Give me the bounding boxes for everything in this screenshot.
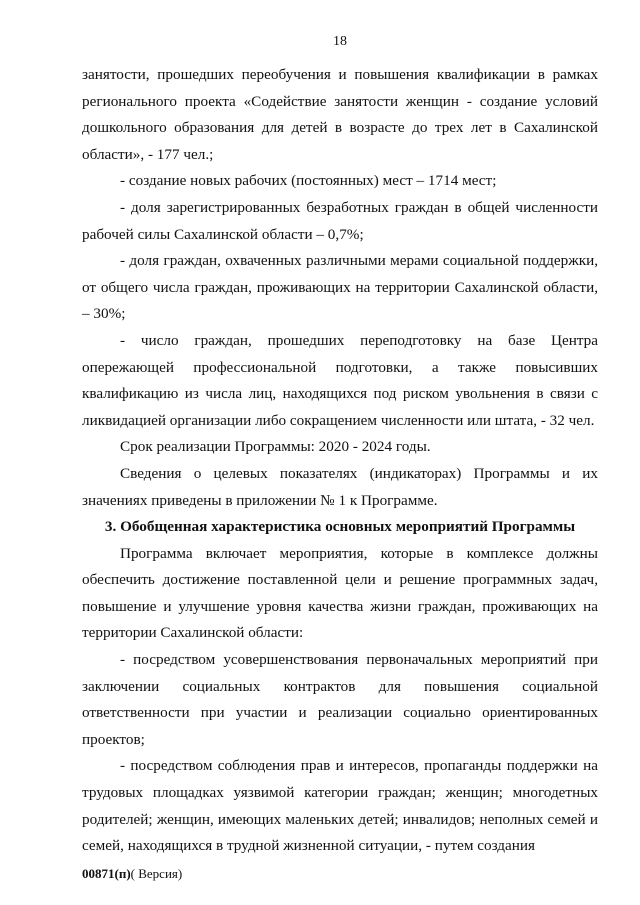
paragraph-indicators: Сведения о целевых показателях (индикаторах) Программы и их значениях приведены в приложении № 1 к Программе. (82, 464, 598, 509)
list-item-retraining: - число граждан, прошедших переподготовку на базе Центра опережающей профессиональной подготовки, а также повысивших квалификацию из числа лиц, находящихся под риском увольнения в связи с ликвидацией организации либо сокращением численности или штата, - 32 чел. (82, 331, 598, 429)
section-heading: 3. Обобщенная характеристика основных мероприятий Программы (104, 518, 576, 536)
list-item-social-contracts: - посредством усовершенствования первоначальных мероприятий при заключении социальных контрактов для повышения социальной ответственности при участии и реализации социально ориентированных проектов; (82, 651, 598, 748)
document-body (82, 62, 598, 860)
paragraph-program-includes: Программа включает мероприятия, которые в комплексе должны обеспечить достижение поставленной цели и решение программных задач, повышение и улучшение уровня качества жизни граждан, проживающих на территории Сахалинской области: (82, 544, 598, 642)
paragraph-continuation: занятости, прошедших переобучения и повышения квалификации в рамках регионального проекта «Содействие занятости женщин - создание условий дошкольного образования для детей в возрасте до трех лет в Сахалинской области», - 177 чел.; (82, 66, 598, 163)
document-version: ( Версия) (130, 866, 183, 881)
document-footer (82, 866, 182, 882)
list-item-new-jobs: - создание новых рабочих (постоянных) мест – 1714 мест; (120, 172, 497, 190)
list-item-rights-protection: - посредством соблюдения прав и интересов, пропаганды поддержки на трудовых площадках уязвимой категории граждан; женщин; многодетных родителей; женщин, имеющих маленьких детей; инвалидов; неполных семей и семей, находящихся в трудной жизненной ситуации, - путем создания (82, 757, 598, 855)
document-code: 00871(п) (82, 866, 131, 881)
paragraph-term: Срок реализации Программы: 2020 - 2024 годы. (120, 438, 431, 456)
list-item-unemployed-share: - доля зарегистрированных безработных граждан в общей численности рабочей силы Сахалинской области – 0,7%; (82, 198, 598, 243)
list-item-social-support-share: - доля граждан, охваченных различными мерами социальной поддержки, от общего числа граждан, проживающих на территории Сахалинской области, – 30%; (82, 252, 598, 323)
page-number: 18 (333, 34, 347, 49)
